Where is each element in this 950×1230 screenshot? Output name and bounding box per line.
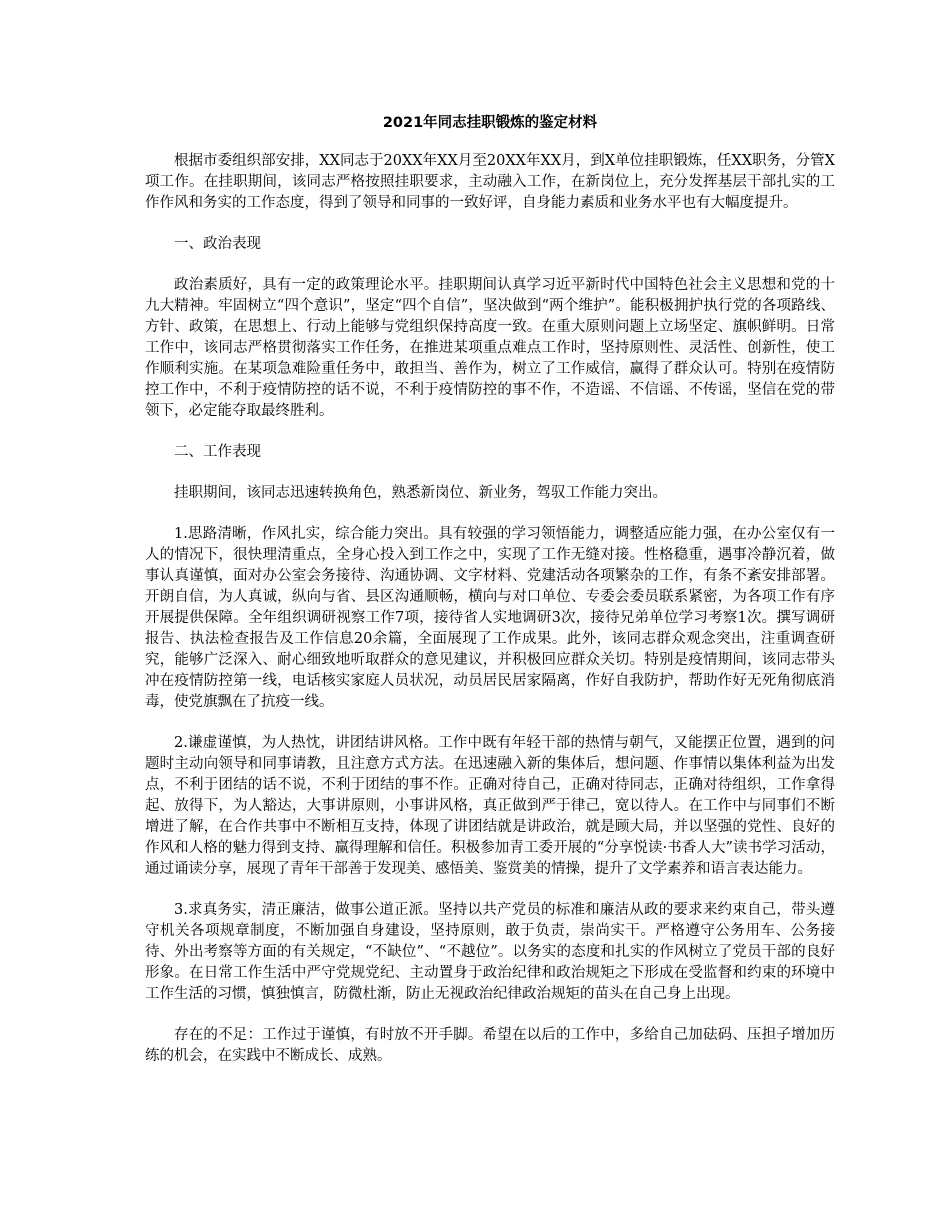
shortcomings-paragraph: 存在的不足：工作过于谨慎，有时放不开手脚。希望在以后的工作中，多给自己加砝码、压担子增加历练的机会，在实践中不断成长、成熟。 (145, 1027, 835, 1064)
work-item-3-paragraph: 3.求真务实，清正廉洁，做事公道正派。坚持以共产党员的标准和廉洁从政的要求来约束自己，带头遵守机关各项规章制度，不断加强自身建设，坚持原则，敢于负责，崇尚实干。严格遵守公务用车、公务接待、外出考察等方面的有关规定，“不缺位”、“不越位”。以务实的态度和扎实的作风树立了党员干部的良好形象。在日常工作生活中严守党规党纪、主动置身于政治纪律和政治规矩之下形成在受监督和约束的环境中工作生活的习惯，慎独慎言，防微杜渐，防止无视政治纪律政治规矩的苗头在自己身上出现。 (145, 902, 835, 1002)
work-lead-paragraph: 挂职期间，该同志迅速转换角色，熟悉新岗位、新业务，驾驭工作能力突出。 (174, 485, 667, 501)
section-heading-political: 一、政治表现 (174, 236, 261, 252)
document-title: 2021年同志挂职锻炼的鉴定材料 (382, 115, 598, 131)
work-item-2-paragraph: 2.谦虚谨慎，为人热忱，讲团结讲风格。工作中既有年轻干部的热情与朝气，又能摆正位置，遇到的问题时主动向领导和同事请教，且注意方式方法。在迅速融入新的集体后，想问题、作事情以集体利益为出发点，不利于团结的话不说，不利于团结的事不作。正确对待自己，正确对待同志，正确对待组织，工作拿得起、放得下，为人豁达，大事讲原则，小事讲风格，真正做到严于律己，宽以待人。在工作中与同事们不断增进了解，在合作共事中不断相互支持，体现了讲团结就是讲政治，就是顾大局，并以坚强的党性、良好的作风和人格的魅力得到支持、赢得理解和信任。积极参加青工委开展的“分享悦读·书香人大”读书学习活动，通过诵读分享，展现了青年干部善于发现美、感悟美、鉴赏美的情操，提升了文学素养和语言表达能力。 (145, 735, 835, 877)
political-paragraph: 政治素质好，具有一定的政策理论水平。挂职期间认真学习近平新时代中国特色社会主义思想和党的十九大精神。牢固树立“四个意识”，坚定“四个自信”，坚决做到“两个维护”。能积极拥护执行党的各项路线、方针、政策，在思想上、行动上能够与党组织保持高度一致。在重大原则问题上立场坚定、旗帜鲜明。日常工作中，该同志严格贯彻落实工作任务，在推进某项重点难点工作时，坚持原则性、灵活性、创新性，使工作顺利实施。在某项急难险重任务中，敢担当、善作为，树立了工作威信，赢得了群众认可。特别在疫情防控工作中，不利于疫情防控的话不说，不利于疫情防控的事不作，不造谣、不信谣、不传谣，坚信在党的带领下，必定能夺取最终胜利。 (145, 277, 835, 419)
section-heading-work: 二、工作表现 (174, 444, 261, 460)
work-item-1-paragraph: 1.思路清晰，作风扎实，综合能力突出。具有较强的学习领悟能力，调整适应能力强，在办公室仅有一人的情况下，很快理清重点，全身心投入到工作之中，实现了工作无缝对接。性格稳重，遇事冷静沉着，做事认真谨慎，面对办公室会务接待、沟通协调、文字材料、党建活动各项繁杂的工作，有条不紊安排部署。开朗自信，为人真诚，纵向与省、县区沟通顺畅，横向与对口单位、专委会委员联系紧密，为各项工作有序开展提供保障。全年组织调研视察工作7项，接待省人实地调研3次，接待兄弟单位学习考察1次。撰写调研报告、执法检查报告及工作信息20余篇，全面展现了工作成果。此外，该同志群众观念突出，注重调查研究，能够广泛深入、耐心细致地听取群众的意见建议，并积极回应群众关切。特别是疫情期间，该同志带头冲在疫情防控第一线，电话核实家庭人员状况，动员居民居家隔离，作好自我防护，帮助作好无死角彻底消毒，使党旗飘在了抗疫一线。 (145, 526, 835, 710)
intro-paragraph: 根据市委组织部安排，XX同志于20XX年XX月至20XX年XX月，到X单位挂职锻炼，任XX职务，分管X项工作。在挂职期间，该同志严格按照挂职要求，主动融入工作，在新岗位上，充分发挥基层干部扎实的工作作风和务实的工作态度，得到了领导和同事的一致好评，自身能力素质和业务水平也有大幅度提升。 (145, 153, 835, 211)
document-page (145, 113, 835, 1087)
